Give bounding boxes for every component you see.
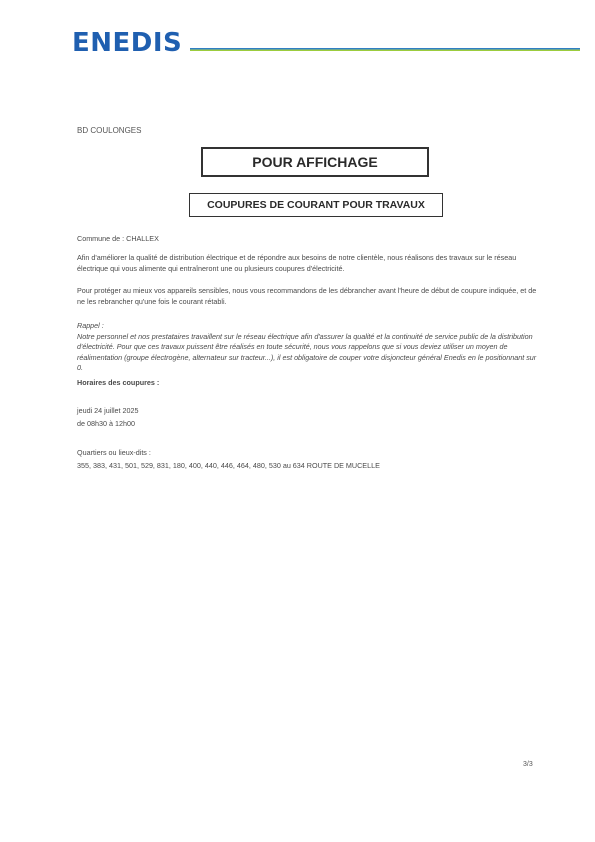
areas-list: 355, 383, 431, 501, 529, 831, 180, 400, 440, 446, 464, 480, 530 au 634 ROUTE DE MUCELLE — [77, 461, 380, 470]
rappel-text: Notre personnel et nos prestataires travaillent sur le réseau électrique afin d'assurer la qualité et la continuité de service public de la distribution d'électricité. Pour que ces travaux puissent être réalisés en toute sécurité, nous vous rappelons que si vous deviez utiliser un moyen de réalimentation (groupe électrogène, alternateur sur tracteur...), il est obligatoire de couper votre disjoncteur général Enedis en le positionnant sur 0. — [77, 331, 537, 372]
rappel-block — [77, 321, 539, 374]
outage-hours: de 08h30 à 12h00 — [77, 419, 135, 428]
page-subtitle — [189, 193, 443, 217]
commune-line: Commune de : CHALLEX — [77, 234, 159, 243]
areas-heading: Quartiers ou lieux-dits : — [77, 448, 151, 457]
outage-date: jeudi 24 juillet 2025 — [77, 406, 139, 415]
enedis-logo — [72, 28, 182, 58]
intro-paragraph: Afin d'améliorer la qualité de distribution électrique et de répondre aux besoins de notre clientèle, nous réalisons des travaux sur le réseau électrique qui vous alimente qui entraîneront une ou plusieurs coupures d'électricité. — [77, 253, 517, 273]
logo-rule — [190, 48, 580, 51]
page-title-text: POUR AFFICHAGE — [252, 154, 378, 170]
logo-text: ENEDIS — [72, 28, 183, 58]
page-title — [201, 147, 429, 177]
schedule-heading: Horaires des coupures : — [77, 378, 160, 387]
advice-paragraph: Pour protéger au mieux vos appareils sensibles, nous vous recommandons de les débrancher avant l'heure de début de coupure indiquée, et de ne les rebrancher qu'une fois le courant rétabli. — [77, 286, 537, 306]
rappel-label: Rappel : — [77, 321, 104, 330]
page-subtitle-text: COUPURES DE COURANT POUR TRAVAUX — [207, 199, 425, 211]
page-number: 3/3 — [523, 761, 533, 768]
document-reference: BD COULONGES — [77, 126, 142, 135]
